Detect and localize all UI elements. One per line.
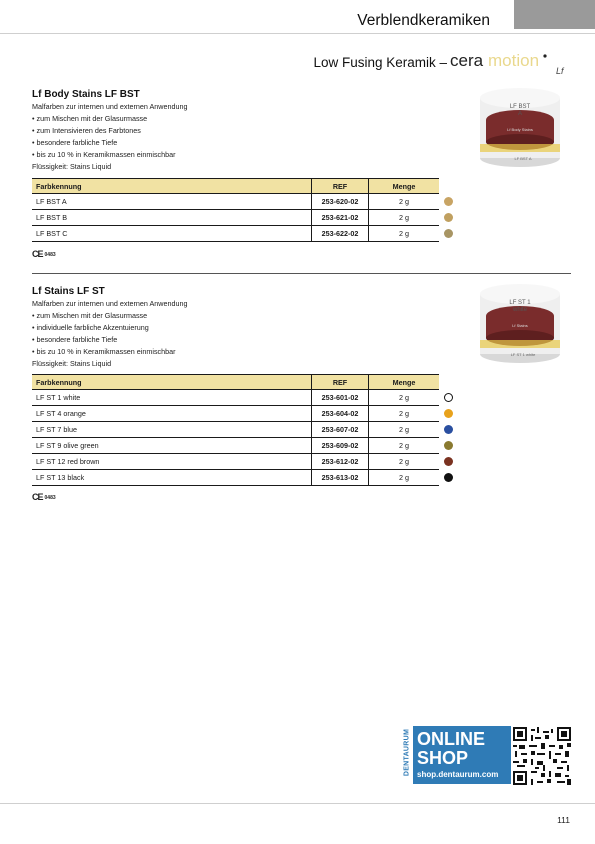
table-row	[32, 422, 439, 438]
ce-mark: CE	[32, 249, 43, 259]
table-row	[32, 454, 439, 470]
svg-text:motion: motion	[488, 51, 540, 70]
row-name: LF ST 9 olive green	[32, 438, 312, 454]
row-qty: 2 g	[369, 210, 440, 226]
section-title-bst: Lf Body Stains LF BST	[32, 89, 140, 100]
description-line: Malfarben zur internen und externen Anwendung	[32, 102, 188, 111]
description-line: • besondere farbliche Tiefe	[32, 138, 118, 147]
description-line: Malfarben zur internen und externen Anwendung	[32, 299, 188, 308]
category-subtitle: Low Fusing Keramik –	[313, 55, 447, 70]
jar-label-top: LF ST 1	[509, 300, 531, 306]
qr-code-icon[interactable]	[513, 727, 571, 785]
row-name: LF ST 12 red brown	[32, 454, 312, 470]
row-name: LF ST 7 blue	[32, 422, 312, 438]
column-header-qty: Menge	[369, 179, 440, 194]
row-name: LF ST 1 white	[32, 390, 312, 406]
row-qty: 2 g	[369, 470, 440, 486]
product-table-bst	[32, 178, 439, 242]
shop-url-link[interactable]: shop.dentaurum.com	[417, 770, 499, 779]
color-swatch-dot	[444, 409, 453, 418]
row-name: LF BST A	[32, 194, 312, 210]
row-name: LF BST B	[32, 210, 312, 226]
description-line: Flüssigkeit: Stains Liquid	[32, 359, 112, 368]
table-row	[32, 406, 439, 422]
row-name: LF ST 13 black	[32, 470, 312, 486]
row-qty: 2 g	[369, 390, 440, 406]
row-ref: 253-601-02	[312, 390, 369, 406]
section-title-st: Lf Stains LF ST	[32, 286, 105, 297]
column-header-qty: Menge	[369, 375, 440, 390]
table-row	[32, 226, 439, 242]
color-swatch-dot	[444, 457, 453, 466]
row-name: LF BST C	[32, 226, 312, 242]
color-swatch-dot	[444, 229, 453, 238]
section-divider	[32, 273, 571, 274]
row-qty: 2 g	[369, 226, 440, 242]
description-line: • zum Mischen mit der Glasurmasse	[32, 311, 148, 320]
row-ref: 253-621-02	[312, 210, 369, 226]
row-ref: 253-607-02	[312, 422, 369, 438]
row-qty: 2 g	[369, 422, 440, 438]
ce-marking	[32, 249, 56, 259]
page-section-title: Verblendkeramiken	[357, 12, 490, 29]
shop-brand-text: DENTAURUM	[403, 728, 411, 777]
product-jar-image-st	[475, 280, 565, 366]
product-table-st	[32, 374, 439, 486]
column-header-name: Farbkennung	[32, 179, 312, 194]
column-header-ref: REF	[312, 375, 369, 390]
column-header-name: Farbkennung	[32, 375, 312, 390]
jar-label-mid: A	[517, 111, 523, 117]
table-row	[32, 438, 439, 454]
description-line: • besondere farbliche Tiefe	[32, 335, 118, 344]
product-jar-image-bst	[475, 84, 565, 170]
column-header-ref: REF	[312, 179, 369, 194]
shop-brand-vertical	[400, 726, 412, 784]
ce-number: 0483	[44, 495, 56, 501]
footer-divider	[0, 803, 595, 804]
header-divider	[0, 33, 595, 34]
row-ref: 253-620-02	[312, 194, 369, 210]
row-qty: 2 g	[369, 454, 440, 470]
row-ref: 253-609-02	[312, 438, 369, 454]
color-swatch-dot	[444, 197, 453, 206]
jar-label-sub: Lf Stains	[512, 323, 528, 328]
jar-label-mid: white	[512, 307, 528, 313]
table-row	[32, 390, 439, 406]
color-swatch-dot	[444, 441, 453, 450]
row-ref: 253-604-02	[312, 406, 369, 422]
table-row	[32, 470, 439, 486]
table-row	[32, 210, 439, 226]
svg-text:Lf: Lf	[556, 66, 564, 76]
description-line: • individuelle farbliche Akzentuierung	[32, 323, 149, 332]
page-number: 111	[557, 815, 570, 825]
jar-label-bottom: LF ST 1 white	[510, 352, 536, 357]
description-line: • zum Intensivieren des Farbtones	[32, 126, 141, 135]
color-swatch-dot	[444, 213, 453, 222]
ce-mark: CE	[32, 492, 43, 502]
shop-heading-line2: SHOP	[417, 748, 469, 768]
color-swatch-dot	[444, 393, 453, 402]
color-swatch-dot	[444, 425, 453, 434]
jar-label-top: LF BST	[509, 104, 531, 110]
row-name: LF ST 4 orange	[32, 406, 312, 422]
shop-heading-line1: ONLINE	[417, 729, 486, 749]
section-tab-marker	[514, 0, 595, 29]
jar-label-bottom: LF BST A	[514, 156, 532, 161]
row-qty: 2 g	[369, 194, 440, 210]
description-line: • bis zu 10 % in Keramikmassen einmischbar	[32, 347, 176, 356]
row-qty: 2 g	[369, 406, 440, 422]
ce-number: 0483	[44, 252, 56, 258]
ce-marking	[32, 492, 56, 502]
svg-text:cera: cera	[450, 51, 484, 70]
row-qty: 2 g	[369, 438, 440, 454]
ceramotion-logo	[450, 50, 575, 78]
description-line: • bis zu 10 % in Keramikmassen einmischbar	[32, 150, 176, 159]
row-ref: 253-622-02	[312, 226, 369, 242]
row-ref: 253-612-02	[312, 454, 369, 470]
color-swatch-dot	[444, 473, 453, 482]
jar-label-sub: Lf Body Stains	[507, 127, 533, 132]
section-description-st	[32, 298, 187, 370]
section-description-bst	[32, 101, 187, 173]
description-line: Flüssigkeit: Stains Liquid	[32, 162, 112, 171]
description-line: • zum Mischen mit der Glasurmasse	[32, 114, 148, 123]
row-ref: 253-613-02	[312, 470, 369, 486]
table-row	[32, 194, 439, 210]
